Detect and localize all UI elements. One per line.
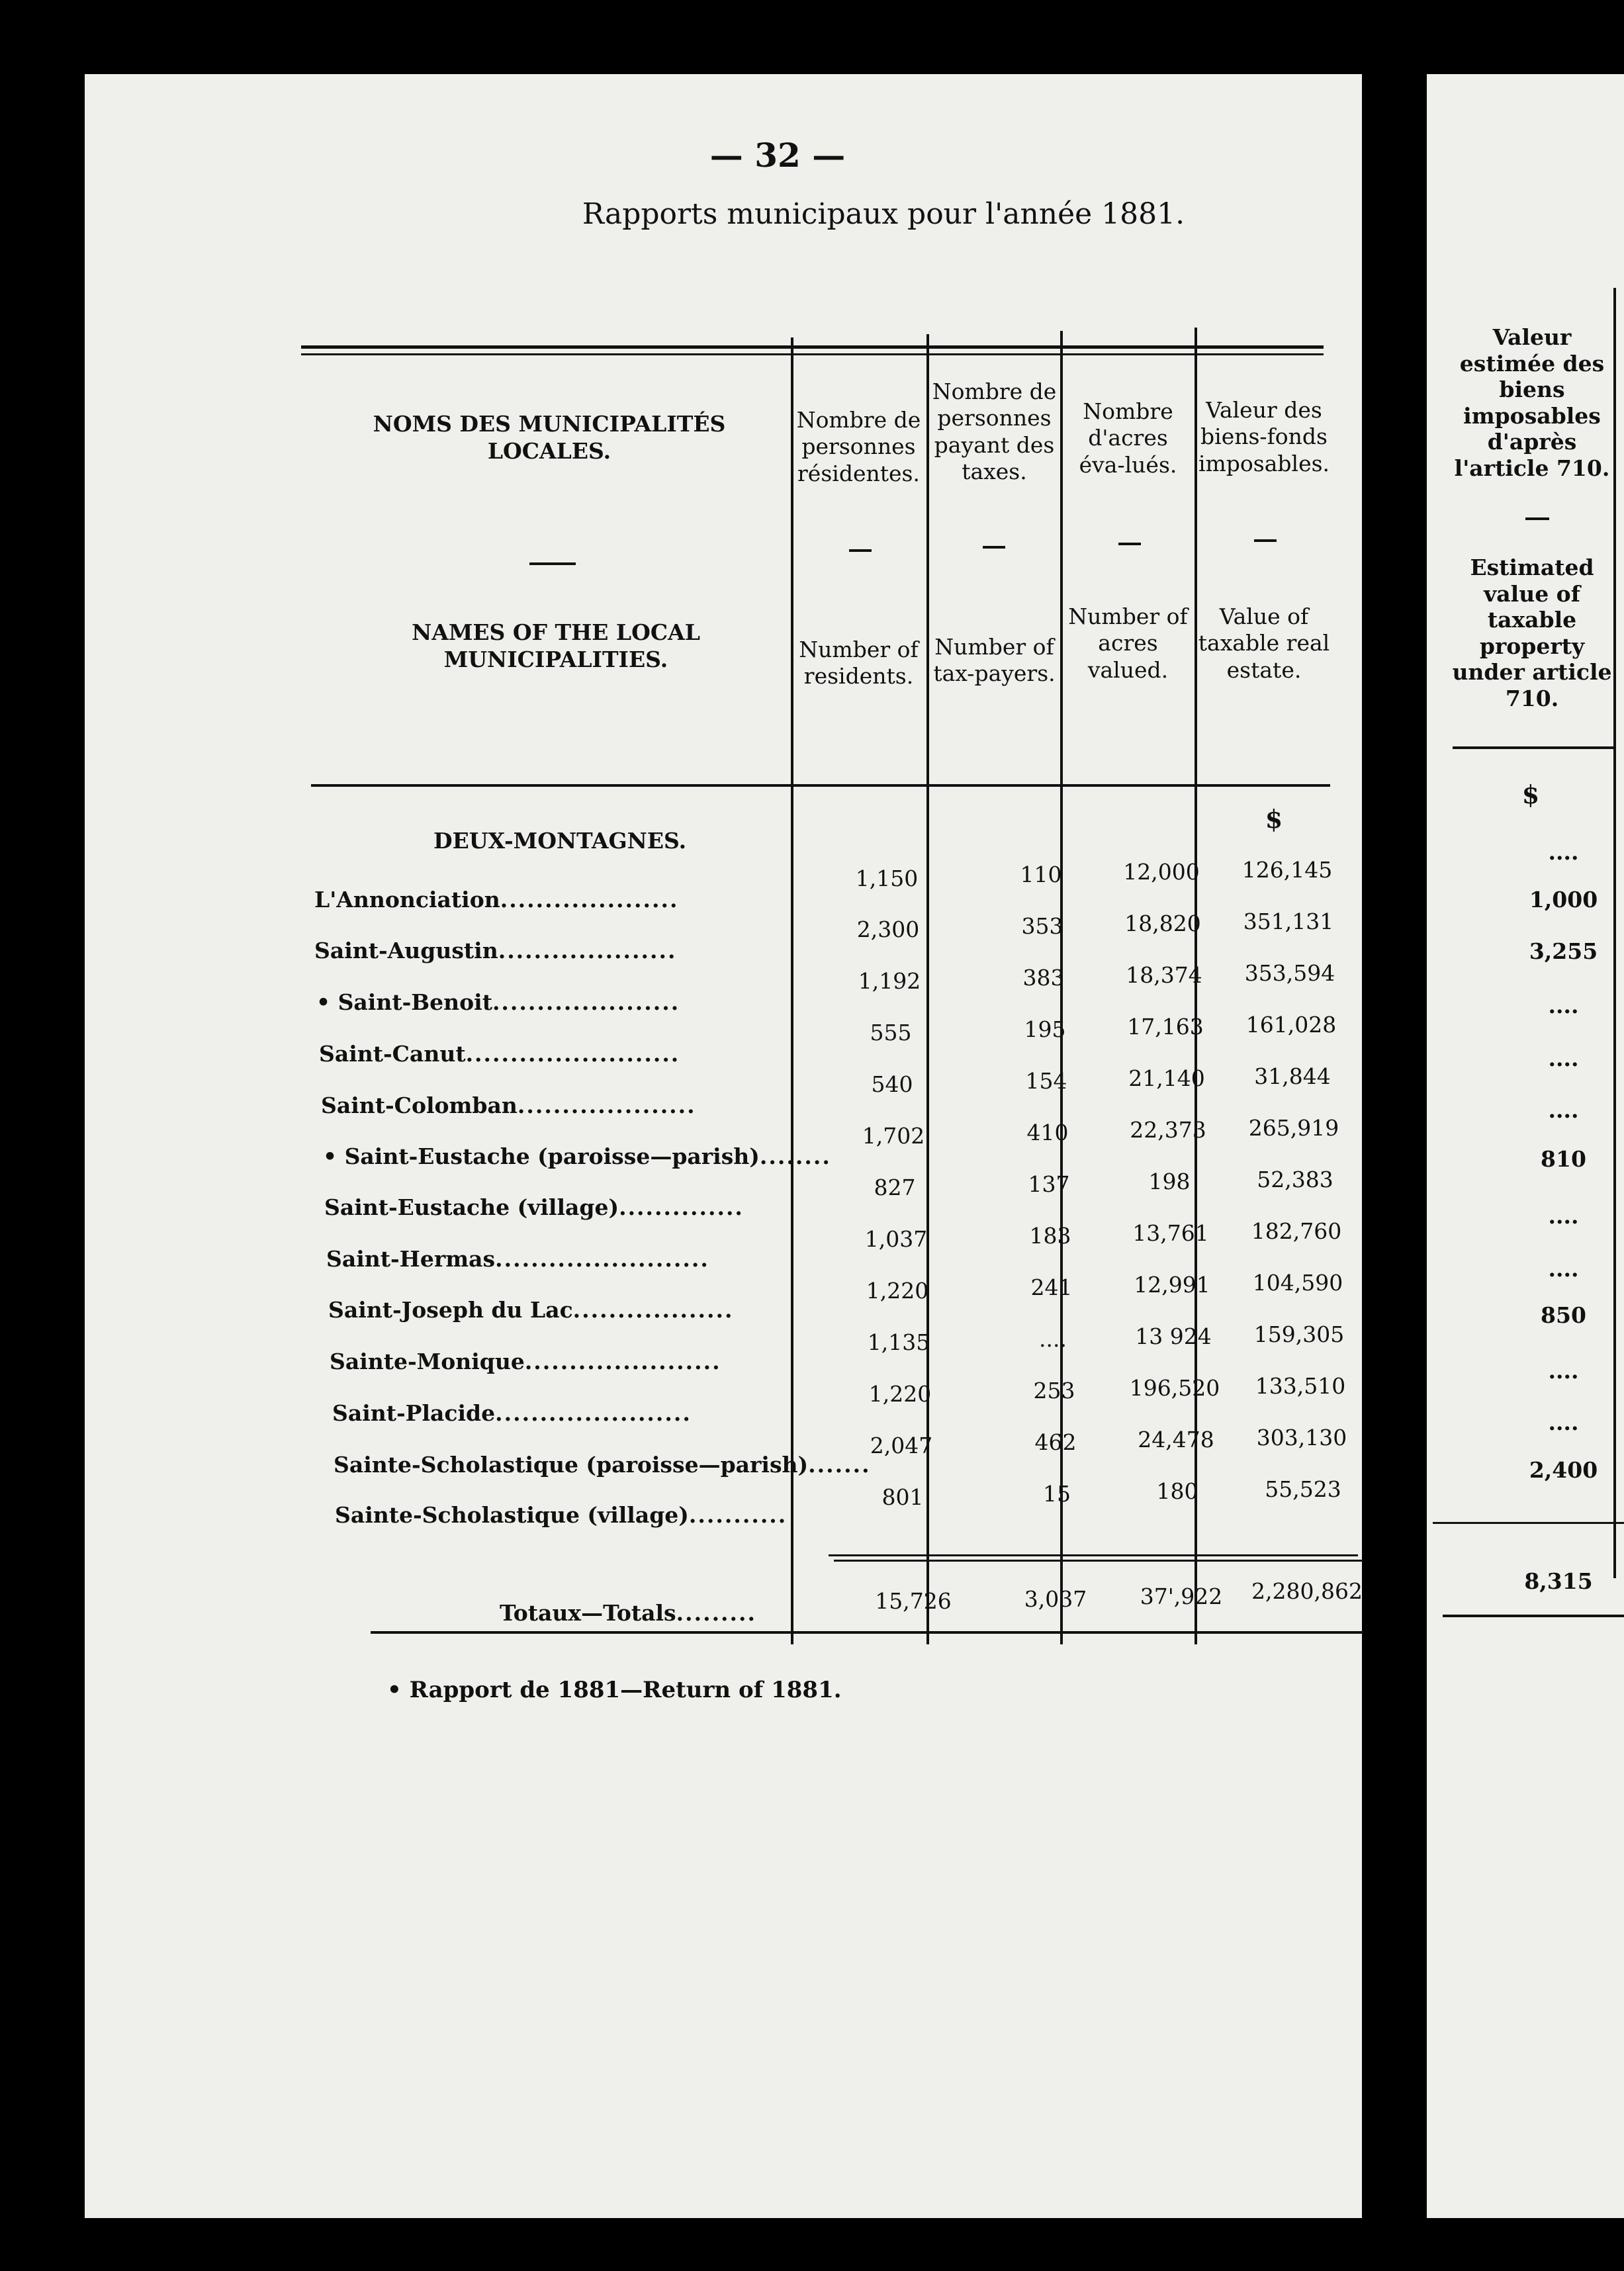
cell-acres: 18,374 (1126, 962, 1202, 988)
header-dash (849, 549, 872, 552)
cell-estimated: 810 (1541, 1146, 1586, 1172)
cell-acres: 17,163 (1127, 1014, 1204, 1040)
cell-taxpayers: 110 (1020, 862, 1062, 887)
municipality-name: • Saint-Benoit (316, 989, 492, 1015)
cell-value: 52,383 (1257, 1167, 1333, 1192)
leader-dots: ...................... (524, 1349, 721, 1374)
header-col1-en: Number of residents. (799, 637, 919, 690)
section-title: DEUX-MONTAGNES. (433, 828, 687, 854)
cell-taxpayers: 253 (1033, 1378, 1075, 1403)
header-col4-en: Value of taxable real estate. (1198, 603, 1330, 683)
cell-residents: 540 (871, 1071, 913, 1097)
cell-estimated: .... (1548, 1358, 1579, 1384)
next-page-header-rule (1453, 746, 1615, 749)
cell-value: 161,028 (1245, 1012, 1337, 1038)
next-page-currency: $ (1521, 779, 1540, 809)
cell-estimated: 3,255 (1529, 938, 1598, 964)
cell-taxpayers: 183 (1029, 1223, 1071, 1249)
header-col3-en: Number of acres valued. (1068, 603, 1188, 683)
cell-estimated: 1,000 (1529, 887, 1598, 913)
cell-taxpayers: 241 (1030, 1274, 1073, 1300)
leader-dots: ....... (808, 1452, 871, 1478)
cell-value: 126,145 (1241, 857, 1333, 883)
municipality-name: Sainte-Monique (330, 1349, 525, 1374)
cell-estimated: .... (1548, 1046, 1579, 1071)
next-page-subtotal-rule (1433, 1522, 1624, 1524)
cell-residents: 2,300 (856, 916, 920, 942)
municipality-name: Saint-Hermas (326, 1246, 496, 1272)
totals-label: Totaux—Totals (500, 1600, 676, 1626)
total-estimated: 8,315 (1524, 1568, 1593, 1594)
header-col1-fr: Nombre de personnes résidentes. (796, 407, 921, 486)
cell-residents: 1,220 (866, 1278, 929, 1304)
leader-dots: ........ (759, 1143, 831, 1169)
cell-acres: 21,140 (1128, 1065, 1205, 1091)
cell-residents: 1,220 (868, 1381, 932, 1407)
cell-value: 351,131 (1243, 909, 1334, 934)
municipality-name: Saint-Augustin (314, 938, 498, 963)
cell-residents: 1,192 (858, 968, 921, 994)
leader-dots: ......... (676, 1600, 757, 1626)
header-dash (1525, 517, 1549, 520)
header-dash (529, 562, 576, 565)
cell-residents: 1,702 (862, 1123, 925, 1149)
cell-taxpayers: 410 (1026, 1120, 1069, 1145)
currency-symbol: $ (1265, 804, 1283, 834)
cell-value: 31,844 (1254, 1063, 1331, 1089)
cell-acres: 22,373 (1130, 1117, 1206, 1143)
cell-estimated: 850 (1541, 1302, 1586, 1328)
municipality-name: Saint-Eustache (village) (324, 1194, 619, 1220)
cell-taxpayers: 195 (1024, 1016, 1066, 1042)
cell-value: 353,594 (1244, 960, 1335, 986)
page-title: Rapports municipaux pour l'année 1881. (582, 197, 1185, 231)
leader-dots: ........... (688, 1502, 788, 1528)
cell-estimated: 2,400 (1529, 1457, 1598, 1483)
subtotal-rule-2 (834, 1560, 1363, 1562)
header-col2-en: Number of tax-payers. (933, 634, 1056, 687)
top-rule-thin (301, 353, 1324, 355)
municipality-name: Sainte-Scholastique (paroisse—parish) (334, 1452, 809, 1478)
leader-dots: ........................ (495, 1246, 709, 1272)
cell-residents: 555 (870, 1020, 912, 1046)
cell-acres: 180 (1156, 1478, 1198, 1504)
subtotal-rule (829, 1554, 1358, 1556)
municipality-name: Saint-Joseph du Lac (328, 1297, 573, 1323)
cell-value: 182,760 (1251, 1218, 1342, 1244)
cell-taxpayers: .... (1039, 1326, 1067, 1352)
cell-acres: 24,478 (1138, 1427, 1214, 1452)
top-rule (301, 345, 1324, 349)
next-page-bottom-rule (1443, 1615, 1624, 1617)
next-page-header-fr: Valeur estimée des biens imposables d'après l'article 710. (1454, 324, 1610, 481)
cell-value: 303,130 (1256, 1425, 1347, 1450)
next-page-header-en: Estimated value of taxable property under article 710. (1452, 555, 1612, 711)
cell-acres: 13 924 (1135, 1323, 1212, 1349)
cell-residents: 1,150 (855, 866, 919, 891)
cell-taxpayers: 15 (1043, 1481, 1071, 1507)
leader-dots: ...................... (495, 1400, 692, 1426)
header-col4-fr: Valeur des biens-fonds imposables. (1198, 397, 1330, 476)
leader-dots: .................... (500, 887, 679, 913)
col-separator-1 (791, 337, 793, 1644)
leader-dots: .................... (498, 938, 677, 963)
total-acres: 37',922 (1140, 1583, 1223, 1609)
total-residents: 15,726 (875, 1588, 952, 1614)
municipality-name: L'Annonciation (314, 887, 500, 913)
header-dash (983, 546, 1005, 549)
cell-acres: 196,520 (1129, 1375, 1220, 1401)
cell-estimated: .... (1548, 839, 1579, 865)
cell-acres: 12,991 (1134, 1272, 1210, 1298)
cell-taxpayers: 383 (1022, 965, 1065, 991)
municipality-name: Sainte-Scholastique (village) (335, 1502, 689, 1528)
cell-estimated: .... (1548, 1409, 1579, 1435)
cell-value: 265,919 (1248, 1115, 1339, 1141)
cell-value: 55,523 (1265, 1476, 1341, 1502)
header-dash (1118, 543, 1141, 545)
total-value: 2,280,862 (1251, 1578, 1363, 1604)
cell-acres: 13,761 (1132, 1220, 1209, 1246)
cell-taxpayers: 353 (1021, 913, 1063, 939)
cell-acres: 18,820 (1124, 911, 1201, 936)
cell-estimated: .... (1548, 993, 1579, 1018)
leader-dots: .............. (619, 1194, 744, 1220)
cell-residents: 801 (881, 1484, 924, 1510)
cell-value: 133,510 (1255, 1373, 1346, 1399)
cell-taxpayers: 137 (1028, 1171, 1070, 1197)
cell-value: 159,305 (1253, 1321, 1345, 1347)
leader-dots: .................... (517, 1092, 696, 1118)
cell-estimated: .... (1548, 1256, 1579, 1282)
cell-residents: 827 (874, 1175, 916, 1200)
cell-taxpayers: 462 (1034, 1429, 1077, 1455)
leader-dots: ........................ (465, 1041, 680, 1067)
header-names-en: NAMES OF THE LOCAL MUNICIPALITIES. (412, 619, 700, 673)
total-taxpayers: 3,037 (1024, 1586, 1087, 1612)
municipality-name: Saint-Placide (332, 1400, 496, 1426)
footnote: • Rapport de 1881—Return of 1881. (387, 1677, 842, 1703)
page-number: — 32 — (709, 136, 846, 175)
cell-residents: 1,037 (864, 1226, 928, 1252)
leader-dots: .................. (572, 1297, 734, 1323)
cell-acres: 12,000 (1123, 859, 1200, 885)
municipality-name: Saint-Canut (319, 1041, 466, 1067)
next-page-separator (1613, 288, 1616, 1578)
header-names-fr: NOMS DES MUNICIPALITÉS LOCALES. (373, 411, 726, 465)
header-col3-fr: Nombre d'acres éva-lués. (1079, 398, 1177, 478)
header-bottom-rule (311, 784, 1330, 787)
cell-residents: 1,135 (867, 1329, 930, 1355)
header-col2-fr: Nombre de personnes payant des taxes. (932, 378, 1057, 484)
cell-estimated: .... (1548, 1097, 1579, 1123)
municipality-name: • Saint-Eustache (paroisse—parish) (323, 1143, 760, 1169)
cell-estimated: .... (1548, 1203, 1579, 1229)
cell-acres: 198 (1148, 1169, 1191, 1194)
cell-residents: 2,047 (870, 1433, 933, 1458)
leader-dots: ..................... (492, 989, 680, 1015)
header-dash (1254, 539, 1277, 542)
cell-taxpayers: 154 (1025, 1068, 1067, 1094)
municipality-name: Saint-Colomban (321, 1092, 518, 1118)
cell-value: 104,590 (1252, 1270, 1343, 1296)
bottom-rule (371, 1631, 1363, 1634)
